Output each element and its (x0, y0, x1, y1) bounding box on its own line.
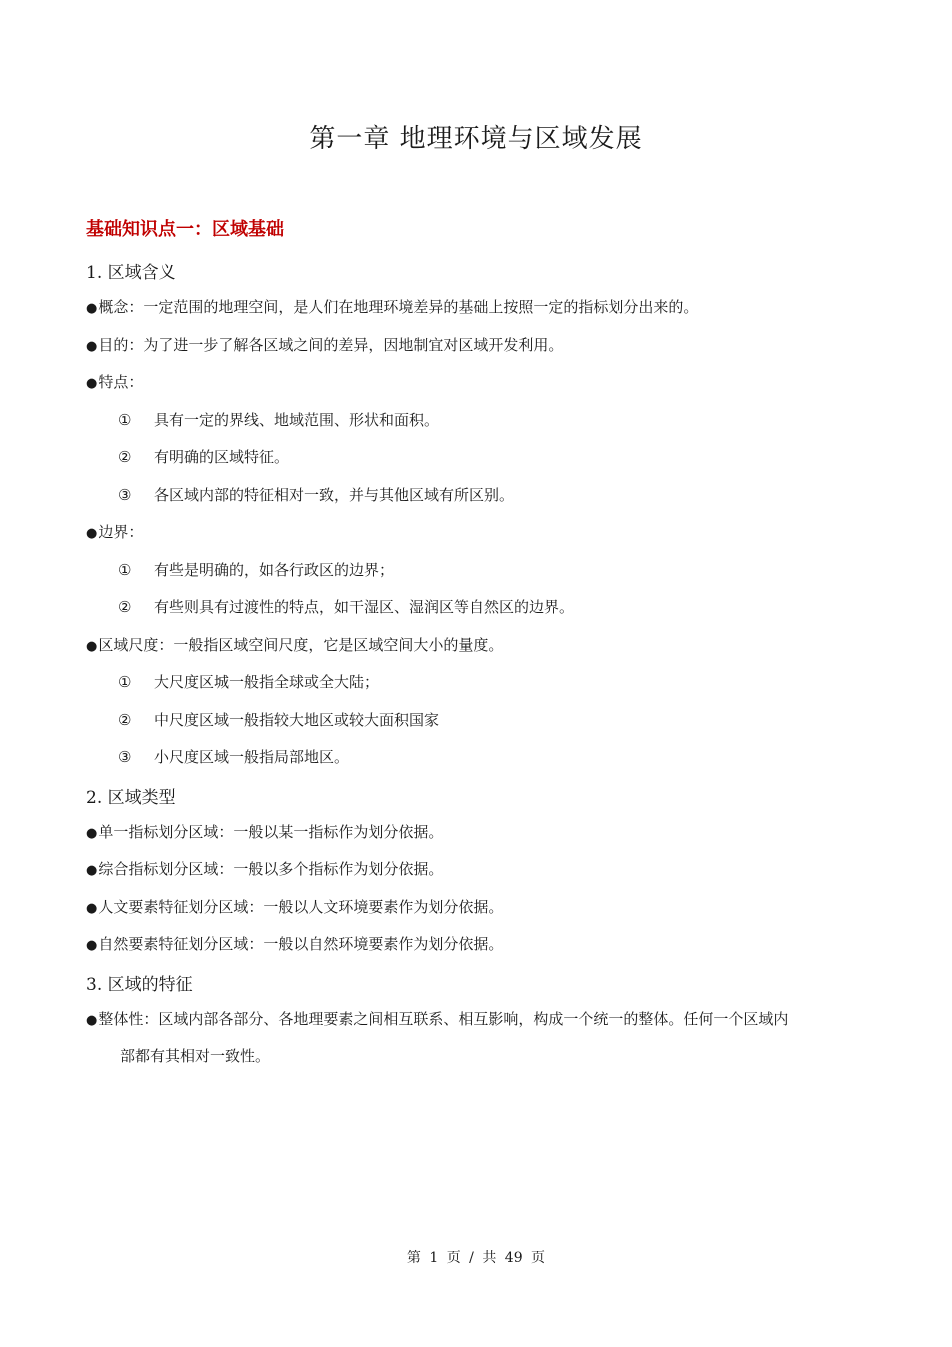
bullet-wholeness: ●整体性：区域内部各部分、各地理要素之间相互联系、相互影响，构成一个统一的整体。任何一个区域内 (86, 1010, 789, 1028)
bullet-icon: ● (86, 1013, 98, 1028)
bullet-icon: ● (86, 376, 98, 391)
feature-item: ① 具有一定的界线、地域范围、形状和面积。 (118, 411, 440, 429)
bullet-icon: ● (86, 938, 98, 953)
heading-region-features: 3. 区域的特征 (86, 975, 193, 995)
boundary-item: ① 有些是明确的，如各行政区的边界； (118, 561, 395, 579)
bullet-icon: ● (86, 301, 98, 316)
bullet-icon: ● (86, 863, 98, 878)
bullet-icon: ● (86, 526, 98, 541)
bullet-features: ●特点： (86, 373, 144, 391)
feature-item: ② 有明确的区域特征。 (118, 448, 290, 466)
wholeness-continuation: 部都有其相对一致性。 (120, 1047, 271, 1065)
bullet-icon: ● (86, 826, 98, 841)
type-item: ●人文要素特征划分区域：一般以人文环境要素作为划分依据。 (86, 898, 504, 916)
scale-item: ① 大尺度区城一般指全球或全大陆； (118, 673, 380, 691)
section-heading: 基础知识点一：区域基础 (86, 219, 284, 240)
bullet-icon: ● (86, 901, 98, 916)
bullet-concept: ●概念：一定范围的地理空间，是人们在地理环境差异的基础上按照一定的指标划分出来的。 (86, 298, 699, 316)
heading-region-meaning: 1. 区域含义 (86, 263, 176, 283)
boundary-item: ② 有些则具有过渡性的特点，如干湿区、湿润区等自然区的边界。 (118, 598, 575, 616)
type-item: ●自然要素特征划分区域：一般以自然环境要素作为划分依据。 (86, 935, 504, 953)
bullet-icon: ● (86, 639, 98, 654)
page-title: 第一章 地理环境与区域发展 (309, 124, 643, 154)
scale-item: ② 中尺度区域一般指较大地区或较大面积国家 (118, 711, 440, 729)
bullet-icon: ● (86, 339, 98, 354)
bullet-boundary: ●边界： (86, 523, 144, 541)
scale-item: ③ 小尺度区域一般指局部地区。 (118, 748, 350, 766)
type-item: ●综合指标划分区域：一般以多个指标作为划分依据。 (86, 860, 444, 878)
bullet-purpose: ●目的：为了进一步了解各区域之间的差异，因地制宜对区域开发利用。 (86, 336, 564, 354)
bullet-scale: ●区域尺度：一般指区域空间尺度，它是区域空间大小的量度。 (86, 636, 504, 654)
feature-item: ③ 各区域内部的特征相对一致，并与其他区域有所区别。 (118, 486, 515, 504)
page-footer: 第 1 页 / 共 49 页 (406, 1250, 546, 1266)
type-item: ●单一指标划分区域：一般以某一指标作为划分依据。 (86, 823, 444, 841)
heading-region-types: 2. 区域类型 (86, 788, 176, 808)
